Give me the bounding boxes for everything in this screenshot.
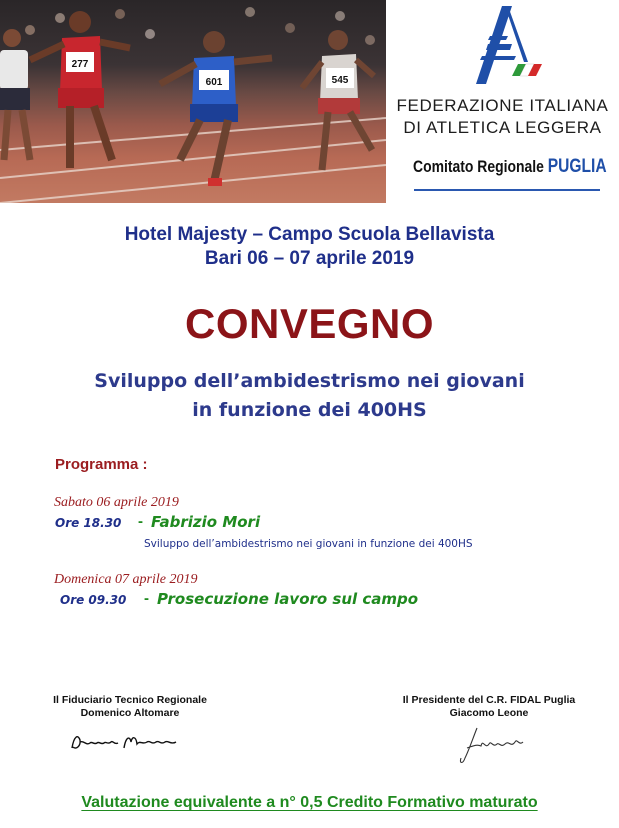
event-date-line: Bari 06 – 07 aprile 2019 (204, 248, 415, 269)
signatory-1-name: Domenico Altomare (80, 707, 180, 719)
federation-name-line-2: DI ATLETICA LEGGERA (403, 118, 602, 137)
program-day-2-activity: Prosecuzione lavoro sul campo (157, 590, 419, 608)
signature-1-handwriting (68, 730, 180, 754)
signature-2-handwriting (455, 724, 535, 768)
fidal-emblem-icon (472, 4, 552, 86)
federation-name-line-1: FEDERAZIONE ITALIANA (396, 96, 609, 115)
program-day-2-time: Ore 09.30 (60, 593, 127, 607)
credit-note: Valutazione equivalente a n° 0,5 Credito Formativo maturato (81, 794, 538, 811)
bib-601: 601 (205, 77, 223, 88)
runner-3 (160, 31, 272, 186)
committee-prefix: Comitato Regionale (413, 157, 544, 176)
runners-illustration (0, 0, 386, 203)
hero-photo (0, 0, 386, 203)
fidal-logo-block (386, 0, 619, 203)
signatory-2-role: Il Presidente del C.R. FIDAL Puglia (402, 694, 576, 706)
program-day-1-topic: Sviluppo dell’ambidestrismo nei giovani in funzione dei 400HS (144, 538, 473, 550)
signatory-1-role: Il Fiduciario Tecnico Regionale (53, 694, 207, 706)
bib-277: 277 (71, 59, 89, 70)
program-day-1-dash: - (138, 513, 143, 530)
runner-2 (30, 11, 130, 168)
page-title: CONVEGNO (184, 300, 435, 347)
subtitle-line-1: Sviluppo dell’ambidestrismo nei giovani (94, 370, 525, 392)
runner-4 (302, 30, 374, 170)
program-day-2-dash: - (144, 590, 149, 607)
venue-line: Hotel Majesty – Campo Scuola Bellavista (124, 224, 495, 245)
runner-1 (0, 29, 30, 160)
program-day-1-speaker: Fabrizio Mori (151, 513, 261, 531)
program-heading: Programma : (55, 456, 148, 473)
program-day-1-date: Sabato 06 aprile 2019 (54, 495, 179, 510)
committee-label (413, 156, 607, 178)
subtitle-line-2: in funzione dei 400HS (192, 399, 427, 421)
bib-545: 545 (331, 75, 349, 86)
committee-underline (414, 189, 600, 191)
signatory-2-name: Giacomo Leone (449, 707, 529, 719)
program-day-2-date: Domenica 07 aprile 2019 (54, 572, 198, 587)
committee-region: PUGLIA (547, 156, 607, 177)
program-day-1-time: Ore 18.30 (55, 516, 122, 530)
